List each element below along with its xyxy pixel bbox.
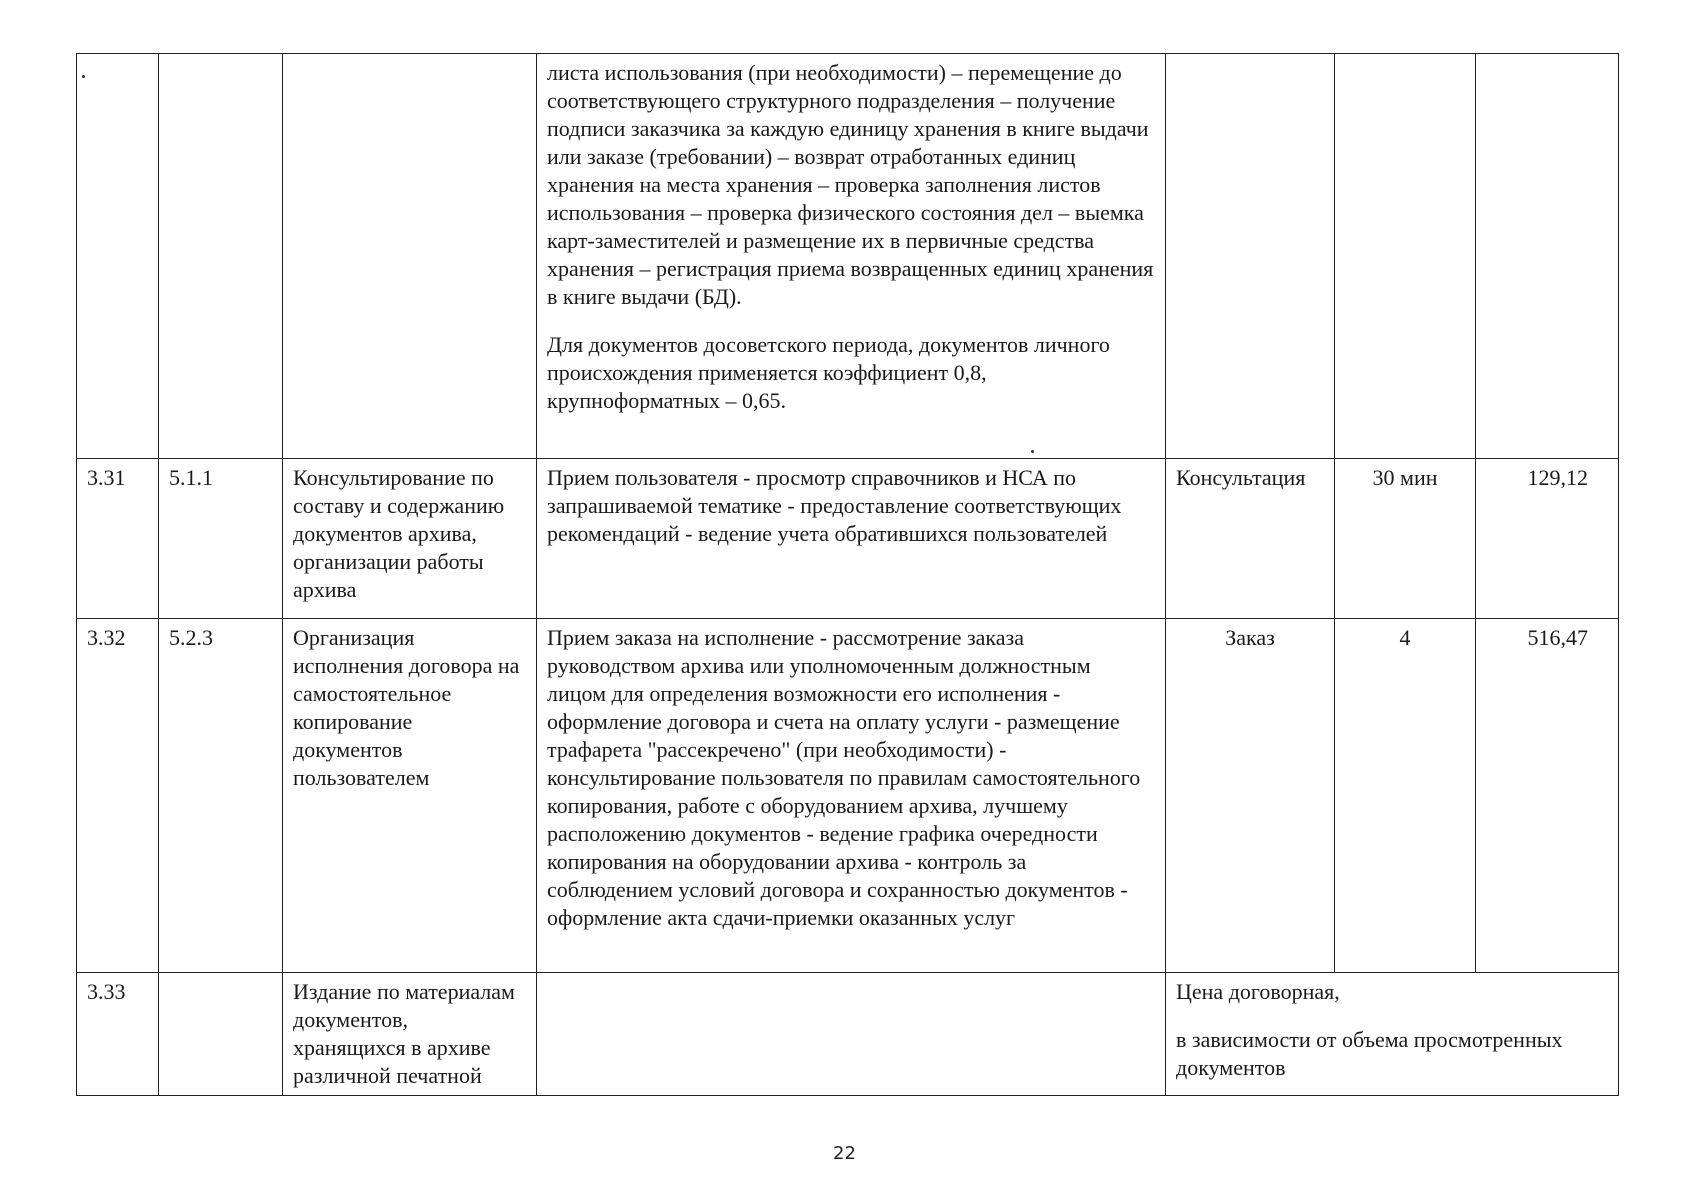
- cell-code: [159, 973, 283, 1096]
- cell-num-empty: [77, 54, 159, 459]
- table-row-continued: [77, 54, 1619, 459]
- cell-code: 5.2.3: [159, 619, 283, 973]
- cell-price-note: [1166, 973, 1619, 1096]
- cell-code-empty: [159, 54, 283, 459]
- cell-service: Консультирование по составу и содержанию документов архива, организации работы архива: [283, 459, 537, 619]
- cell-num: 3.32: [77, 619, 159, 973]
- cell-num: 3.31: [77, 459, 159, 619]
- cell-norm-empty: [1335, 54, 1476, 459]
- table-row: [77, 619, 1619, 973]
- cell-description: Прием пользователя - просмотр справочников и НСА по запрашиваемой тематике - предоставление соответствующих рекомендаций - ведение учета обратившихся пользователей: [537, 459, 1166, 619]
- description-paragraph: Для документов досоветского периода, документов личного происхождения применяется коэффициент 0,8, крупноформатных – 0,65.: [547, 332, 1110, 413]
- cell-service: Издание по материалам документов, хранящихся в архиве различной печатной: [283, 973, 537, 1096]
- price-note-line: в зависимости от объема просмотренных документов: [1176, 1027, 1563, 1080]
- cell-description: [537, 973, 1166, 1096]
- cell-code: 5.1.1: [159, 459, 283, 619]
- tariff-table: [76, 53, 1619, 1096]
- table-row: [77, 459, 1619, 619]
- table-row: [77, 973, 1619, 1096]
- cell-description: Прием заказа на исполнение - рассмотрение заказа руководством архива или уполномоченным должностным лицом для определения возможности его исполнения - оформление договора и счета на оплату услуги - размещение трафарета "рассекречено" (при необходимости) - консультирование пользователя по правилам самостоятельного копирования, работе с оборудованием архива, лучшему расположению документов - ведение графика очередности копирования на оборудовании архива - контроль за соблюдением условий договора и сохранностью документов - оформление акта сдачи-приемки оказанных услуг: [537, 619, 1166, 973]
- cell-service-empty: [283, 54, 537, 459]
- page-number: 22: [833, 1143, 856, 1164]
- scan-speck: [82, 75, 85, 78]
- cell-norm: 30 мин: [1335, 459, 1476, 619]
- cell-price: 516,47: [1476, 619, 1619, 973]
- cell-num: 3.33: [77, 973, 159, 1096]
- price-note-line: Цена договорная,: [1176, 979, 1340, 1004]
- cell-description: [537, 54, 1166, 459]
- cell-price: 129,12: [1476, 459, 1619, 619]
- cell-price-empty: [1476, 54, 1619, 459]
- cell-unit: Заказ: [1166, 619, 1335, 973]
- scan-speck: [1031, 450, 1034, 453]
- cell-unit-empty: [1166, 54, 1335, 459]
- cell-unit: Консультация: [1166, 459, 1335, 619]
- description-paragraph: листа использования (при необходимости) – перемещение до соответствующего структурного подразделения – получение подписи заказчика за каждую единицу хранения в книге выдачи или заказе (требовании) – возврат отработанных единиц хранения на места хранения – проверка заполнения листов использования – проверка физического состояния дел – выемка карт-заместителей и размещение их в первичные средства хранения – регистрация приема возвращенных единиц хранения в книге выдачи (БД).: [547, 60, 1154, 309]
- cell-norm: 4: [1335, 619, 1476, 973]
- cell-service: Организация исполнения договора на самостоятельное копирование документов пользователем: [283, 619, 537, 973]
